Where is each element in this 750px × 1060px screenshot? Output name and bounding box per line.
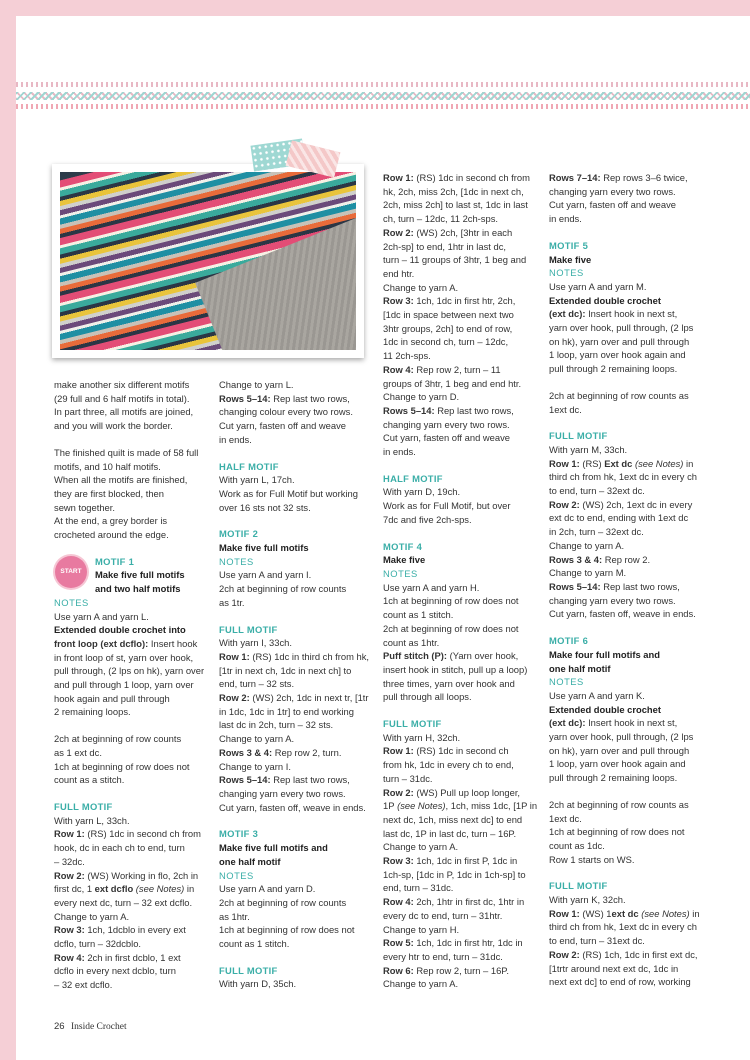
section-heading: FULL MOTIF	[383, 718, 442, 730]
column-3: Row 1: (RS) 1dc in second ch from hk, 2ch, miss 2ch, [1dc in next ch, 2ch, miss 2ch] to last st, 1dc in last ch, turn – 12dc, 11 2ch-sps. Row 2: (WS) 2ch, [3htr in each 2ch-sp] to end, 1htr in last dc, turn – 11 groups of 3htr, 1 beg and end htr. Change to yarn A. Row 3: 1ch, 1dc in first htr, 2ch, [1dc in space between next two 3htr groups, 2ch] to end of row, 1dc in second ch, turn – 12dc, 11 2ch-sps. Row 4: Rep row 2, turn – 11 groups of 3htr, 1 beg and end htr. Change to yarn D. Rows 5–14: Rep last two rows, changing yarn every two rows. Cut yarn, fasten off and weave in ends. HALF MOTIF With yarn D, 19ch. Work as for Full Motif, but over 7dc and five 2ch-sps. MOTIF 4 Make five NOTES Use yarn A and yarn H. 1ch at beginning of row does not count as 1 stitch. 2ch at beginning of row does not count as 1htr. Puff stitch (P): (Yarn over hook, insert hook in stitch, pull up a loop) three times, yarn over hook and pull through all loops. FULL MOTIF With yarn H, 32ch. Row 1: (RS) 1dc in second ch from hk, 1dc in every ch to end, turn – 31dc. Row 2: (WS) Pull up loop longer, 1P (see Notes), 1ch, miss 1dc, [1P in next dc, 1ch, miss next dc] to end last dc, 1P in last dc, turn – 16P. Change to yarn A. Row 3: 1ch, 1dc in first P, 1dc in 1ch-sp, [1dc in P, 1dc in 1ch-sp] to end, turn – 31dc. Row 4: 2ch, 1htr in first dc, 1htr in every dc to end, turn – 31htr. Change to yarn H. Row 5: 1ch, 1dc in first htr, 1dc in every htr to end, turn – 31dc. Row 6: Rep row 2, turn – 16P. Change to yarn A.	[383, 171, 543, 991]
decorative-trim-top	[16, 82, 750, 87]
notes-label: NOTES	[549, 676, 584, 688]
notes-label: NOTES	[54, 596, 89, 608]
motif-1-header: START MOTIF 1 Make five full motifs and two half motifs	[54, 555, 212, 596]
motif-heading: MOTIF 5	[549, 239, 589, 251]
decorative-trim-bottom	[16, 104, 750, 109]
crochet-quilt-photo	[60, 172, 356, 350]
notes-label: NOTES	[219, 869, 254, 881]
column-4: Rows 7–14: Rep rows 3–6 twice, changing yarn every two rows. Cut yarn, fasten off and weave in ends. MOTIF 5 Make five NOTES Use yarn A and yarn M. Extended double crochet (ext dc): Insert hook in next st, yarn over hook, pull through, (2 lps on hk), yarn over and pull through 1 loop, yarn over hook again and pull through 2 remaining loops. 2ch at beginning of row counts as 1ext dc. FULL MOTIF With yarn M, 33ch. Row 1: (RS) Ext dc (see Notes) in third ch from hk, 1ext dc in every ch to end, turn – 32ext dc. Row 2: (WS) 2ch, 1ext dc in every ext dc to end, ending with 1ext dc in 2ch, turn – 32ext dc. Change to yarn A. Rows 3 & 4: Rep row 2. Change to yarn M. Rows 5–14: Rep last two rows, changing yarn every two rows. Cut yarn, fasten off, weave in ends. MOTIF 6 Make four full motifs and one half motif NOTES Use yarn A and yarn K. Extended double crochet (ext dc): Insert hook in next st, yarn over hook, pull through, (2 lps on hk), yarn over and pull through 1 loop, yarn over hook again and pull through 2 remaining loops. 2ch at beginning of row counts as 1ext dc. 1ch at beginning of row does not count as 1dc. Row 1 starts on WS. FULL MOTIF With yarn K, 32ch. Row 1: (WS) 1ext dc (see Notes) in third ch from hk, 1ext dc in every ch to end, turn – 31ext dc. Row 2: (RS) 1ch, 1dc in first ext dc, [1trtr around next ext dc, 1dc in next ext dc] to end of row, working	[549, 171, 714, 989]
section-heading: FULL MOTIF	[219, 623, 278, 635]
notes-label: NOTES	[219, 555, 254, 567]
section-heading: FULL MOTIF	[549, 430, 608, 442]
motif-heading: MOTIF 6	[549, 635, 589, 647]
section-heading: FULL MOTIF	[54, 800, 113, 812]
motif-heading: MOTIF 1	[95, 555, 135, 567]
column-2: Change to yarn L. Rows 5–14: Rep last two rows, changing colour every two rows. Cut yarn, fasten off and weave in ends. HALF MOTIF With yarn L, 17ch. Work as for Full Motif but working over 16 sts not 32 sts. MOTIF 2 Make five full motifs NOTES Use yarn A and yarn I. 2ch at beginning of row counts as 1tr. FULL MOTIF With yarn I, 33ch. Row 1: (RS) 1dc in third ch from hk, [1tr in next ch, 1dc in next ch] to end, turn – 32 sts. Row 2: (WS) 2ch, 1dc in next tr, [1tr in 1dc, 1dc in 1tr] to end working last dc in 2ch, turn – 32 sts. Change to yarn A. Rows 3 & 4: Rep row 2, turn. Change to yarn I. Rows 5–14: Rep last two rows, changing yarn every two rows. Cut yarn, fasten off, weave in ends. MOTIF 3 Make five full motifs and one half motif NOTES Use yarn A and yarn D. 2ch at beginning of row counts as 1htr. 1ch at beginning of row does not count as 1 stitch. FULL MOTIF With yarn D, 35ch.	[219, 378, 377, 991]
magazine-title: Inside Crochet	[70, 1022, 127, 1032]
magazine-page	[16, 16, 750, 1060]
photo-frame	[52, 164, 364, 358]
section-heading: FULL MOTIF	[219, 964, 278, 976]
motif-heading: MOTIF 4	[383, 540, 423, 552]
decorative-trim-middle	[16, 92, 750, 100]
page-number: 26	[54, 1021, 65, 1032]
notes-label: NOTES	[549, 267, 584, 279]
page-footer	[54, 1021, 127, 1032]
column-1: make another six different motifs (29 full and 6 half motifs in total). In part three, all motifs are joined, and you will work the border. The finished quilt is made of 58 full motifs, and 10 half motifs. When all the motifs are finished, they are first blocked, then sewn together. At the end, a grey border is crocheted around the edge. START MOTIF 1 Make five full motifs and two half motifs NOTES Use yarn A and yarn L. Extended double crochet into front loop (ext dcflo): Insert hook in front loop of st, yarn over hook, pull through, (2 lps on hk), yarn over and pull through 1 loop, yarn over hook again and pull through 2 remaining loops. 2ch at beginning of row counts as 1 ext dc. 1ch at beginning of row does not count as a stitch. FULL MOTIF With yarn L, 33ch. Row 1: (RS) 1dc in second ch from hook, dc in each ch to end, turn – 32dc. Row 2: (WS) Working in flo, 2ch in first dc, 1 ext dcflo (see Notes) in every next dc, turn – 32 ext dcflo. Change to yarn A. Row 3: 1ch, 1dcblo in every ext dcflo, turn – 32dcblo. Row 4: 2ch in first dcblo, 1 ext dcflo in every next dcblo, turn – 32 ext dcflo.	[54, 378, 212, 992]
motif-heading: MOTIF 2	[219, 528, 259, 540]
notes-label: NOTES	[383, 567, 418, 579]
motif-heading: MOTIF 3	[219, 828, 259, 840]
section-heading: FULL MOTIF	[549, 880, 608, 892]
start-badge: START	[55, 556, 87, 588]
section-heading: HALF MOTIF	[219, 460, 279, 472]
section-heading: HALF MOTIF	[383, 472, 443, 484]
